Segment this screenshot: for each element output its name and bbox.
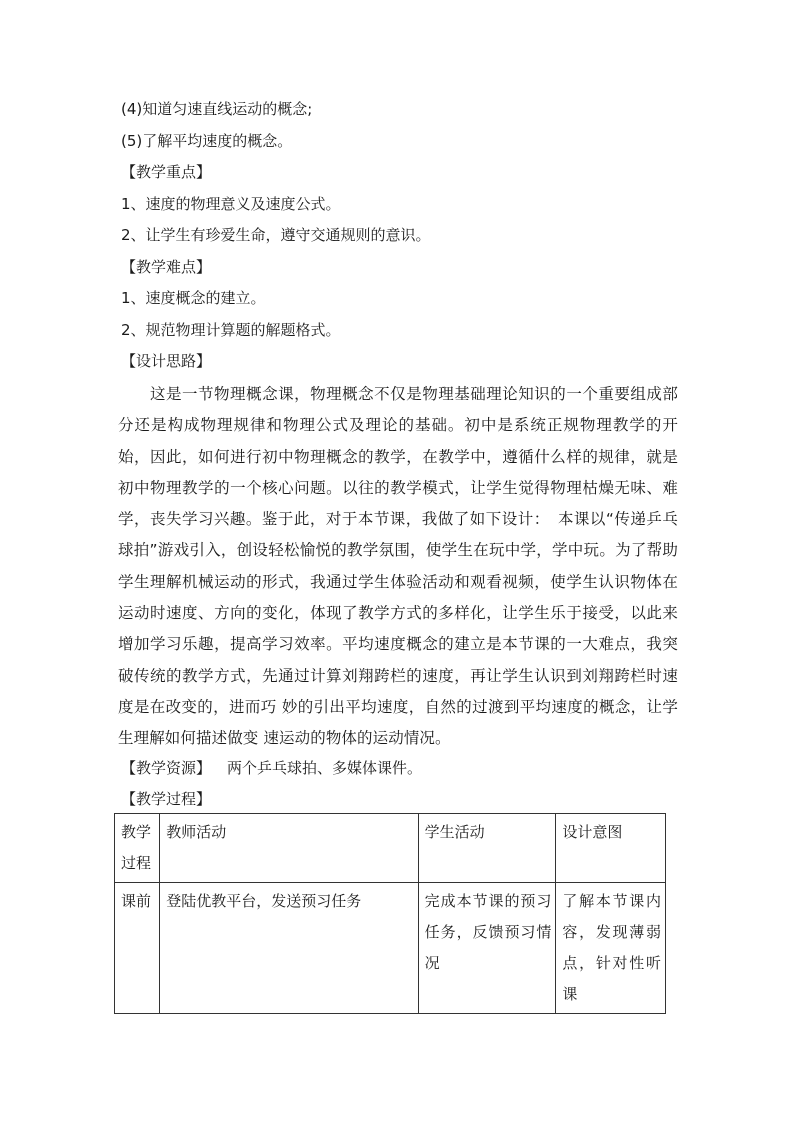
column-header-intent: 设计意图 (556, 814, 666, 883)
resources-heading: 【教学资源】 (121, 759, 212, 777)
design-paragraph: 这是一节物理概念课，物理概念不仅是物理基础理论知识的一个重要组成部分还是构成物理规律和物理公式及理论的基础。初中是系统正规物理教学的开始，因此，如何进行初中物理概念的教学，在教学中，遵循什么样的规律，就是初中物理教学的一个核心问题。以往的教学模式，让学生觉得物理枯燥无味、难学，丧失学习兴趣。鉴于此，对于本节课，我做了如下设计： 本课以“传递乒乓球拍”游戏引入，创设轻松愉悦的教学氛围，使学生在玩中学，学中玩。为了帮助学生理解机械运动的形式，我通过学生体验活动和观看视频，使学生认识物体在运动时速度、方向的变化，体现了教学方式的多样化，让学生乐于接受，以此来增加学习乐趣，提高学习效率。平均速度概念的建立是本节课的一大难点，我突破传统的教学方式，先通过计算刘翔跨栏的速度，再让学生认识到刘翔跨栏时速度是在改变的，进而巧 妙的引出平均速度，自然的过渡到平均速度的概念，让学生理解如何描述做变 速运动的物体的运动情况。 (118, 385, 678, 748)
difficulty-item: 1、速度概念的建立。 (121, 289, 266, 307)
key-point-item: 2、让学生有珍爱生命，遵守交通规则的意识。 (121, 226, 431, 244)
objective-item-5: (5)了解平均速度的概念。 (121, 132, 293, 150)
column-header-teacher: 教师活动 (160, 814, 418, 883)
difficulty-item: 2、规范物理计算题的解题格式。 (121, 321, 341, 339)
cell-design-intent: 了解本节课内容，发现薄弱点，针对性听课 (556, 883, 666, 1014)
cell-student-activity: 完成本节课的预习任务，反馈预习情况 (418, 883, 556, 1014)
key-point-item: 1、速度的物理意义及速度公式。 (121, 195, 341, 213)
design-heading: 【设计思路】 (121, 352, 212, 370)
objective-item-4: (4)知道匀速直线运动的概念; (121, 100, 313, 118)
process-heading: 【教学过程】 (121, 790, 212, 808)
column-header-stage: 教学过程 (115, 814, 160, 883)
resources-line (121, 758, 422, 778)
table-header-row (115, 814, 666, 883)
cell-teacher-activity: 登陆优教平台，发送预习任务 (160, 883, 418, 1014)
difficulties-heading: 【教学难点】 (121, 258, 212, 276)
table-row (115, 883, 666, 1014)
column-header-student: 学生活动 (418, 814, 556, 883)
key-points-heading: 【教学重点】 (121, 163, 212, 181)
resources-text: 两个乒乓球拍、多媒体课件。 (227, 759, 423, 777)
teaching-process-table (114, 813, 666, 1014)
cell-stage: 课前 (115, 883, 160, 1014)
